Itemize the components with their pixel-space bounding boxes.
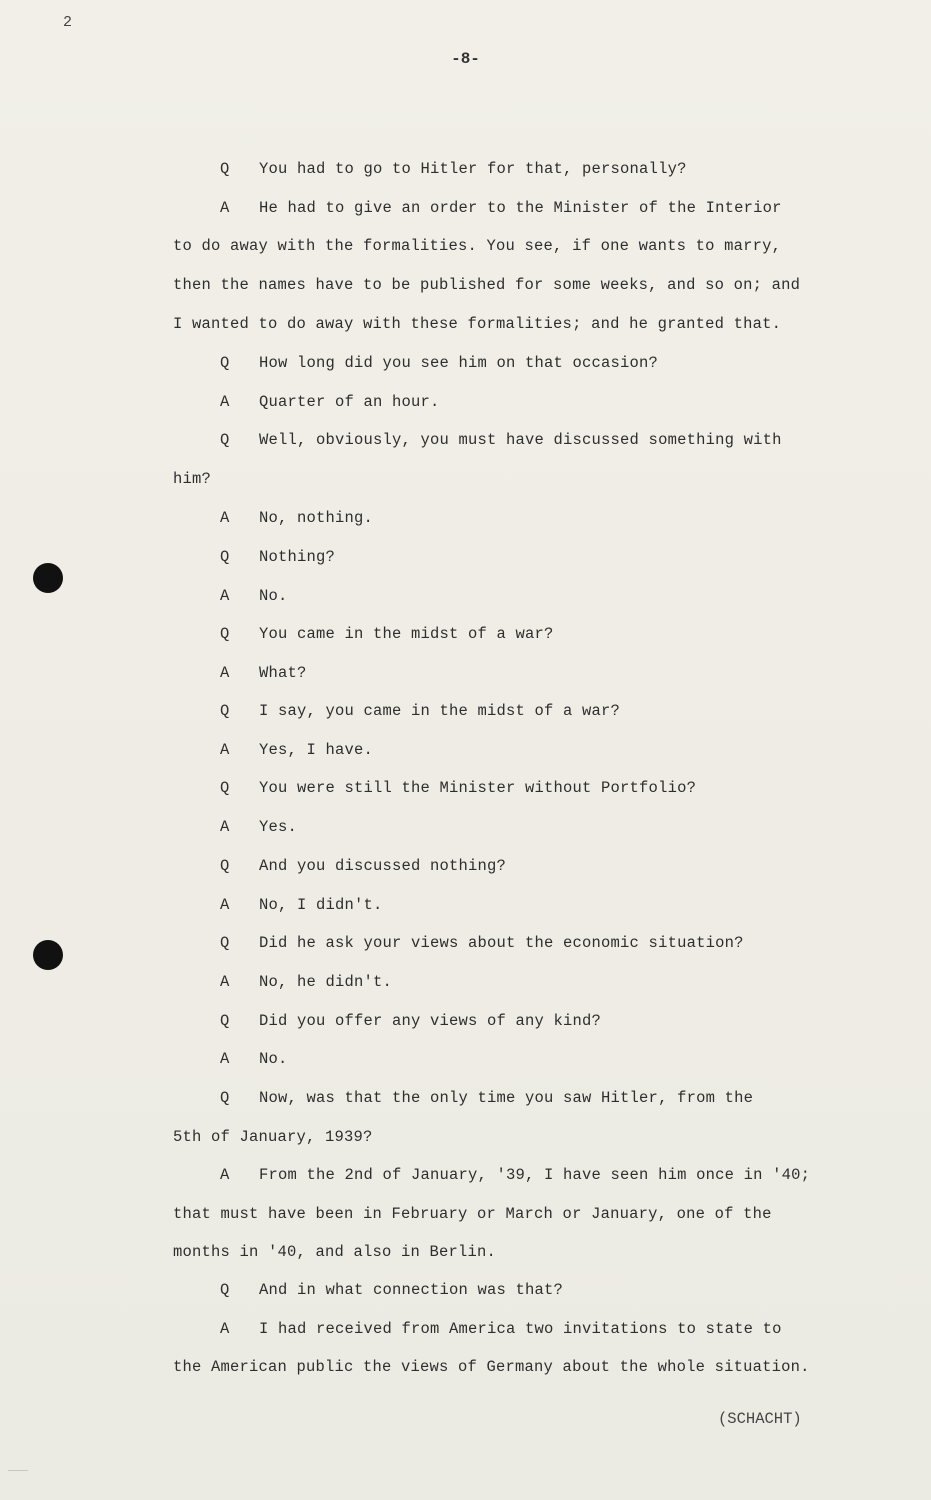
line-text: to do away with the formalities. You see, if one wants to marry, — [173, 237, 782, 255]
line-text: Nothing? — [259, 548, 336, 566]
punch-hole — [33, 563, 63, 593]
speaker-label: Q — [220, 625, 230, 643]
line-text: He had to give an order to the Minister of the Interior — [259, 199, 782, 217]
speaker-label: A — [220, 664, 230, 682]
speaker-label: Q — [220, 779, 230, 797]
speaker-label: Q — [220, 1089, 230, 1107]
line-text: No, he didn't. — [259, 973, 393, 991]
line-text: And in what connection was that? — [259, 1281, 564, 1299]
line-text: Quarter of an hour. — [259, 393, 440, 411]
line-text: No. — [259, 587, 288, 605]
line-text: Did he ask your views about the economic situation? — [259, 934, 744, 952]
speaker-label: A — [220, 896, 230, 914]
speaker-label: A — [220, 973, 230, 991]
line-text: Did you offer any views of any kind? — [259, 1012, 602, 1030]
speaker-label: Q — [220, 431, 230, 449]
speaker-label: A — [220, 509, 230, 527]
speaker-label: Q — [220, 857, 230, 875]
speaker-label: A — [220, 741, 230, 759]
line-text: Now, was that the only time you saw Hitler, from the — [259, 1089, 754, 1107]
line-text: that must have been in February or March or January, one of the — [173, 1205, 772, 1223]
line-text: I had received from America two invitations to state to — [259, 1320, 782, 1338]
line-text: No. — [259, 1050, 288, 1068]
speaker-label: Q — [220, 1281, 230, 1299]
line-text: No, I didn't. — [259, 896, 383, 914]
line-text: You had to go to Hitler for that, personally? — [259, 160, 687, 178]
signature: (SCHACHT) — [718, 1410, 802, 1428]
speaker-label: Q — [220, 702, 230, 720]
line-text: 5th of January, 1939? — [173, 1128, 373, 1146]
speaker-label: Q — [220, 160, 230, 178]
corner-number: 2 — [63, 14, 73, 31]
line-text: Yes. — [259, 818, 298, 836]
line-text: months in '40, and also in Berlin. — [173, 1243, 497, 1261]
line-text: Yes, I have. — [259, 741, 374, 759]
line-text: From the 2nd of January, '39, I have seen him once in '40; — [259, 1166, 811, 1184]
speaker-label: Q — [220, 354, 230, 372]
line-text: I say, you came in the midst of a war? — [259, 702, 621, 720]
speaker-label: A — [220, 818, 230, 836]
line-text: Well, obviously, you must have discussed something with — [259, 431, 782, 449]
line-text: How long did you see him on that occasion? — [259, 354, 659, 372]
line-text: What? — [259, 664, 307, 682]
page-number: -8- — [451, 50, 480, 68]
speaker-label: A — [220, 587, 230, 605]
speaker-label: Q — [220, 548, 230, 566]
page-edge-mark — [8, 1470, 28, 1471]
speaker-label: A — [220, 393, 230, 411]
speaker-label: Q — [220, 1012, 230, 1030]
speaker-label: A — [220, 1166, 230, 1184]
speaker-label: Q — [220, 934, 230, 952]
line-text: then the names have to be published for some weeks, and so on; and — [173, 276, 801, 294]
line-text: You came in the midst of a war? — [259, 625, 554, 643]
line-text: You were still the Minister without Portfolio? — [259, 779, 697, 797]
punch-hole — [33, 940, 63, 970]
line-text: No, nothing. — [259, 509, 374, 527]
speaker-label: A — [220, 199, 230, 217]
line-text: And you discussed nothing? — [259, 857, 507, 875]
line-text: I wanted to do away with these formalities; and he granted that. — [173, 315, 782, 333]
line-text: the American public the views of Germany about the whole situation. — [173, 1358, 810, 1376]
speaker-label: A — [220, 1050, 230, 1068]
speaker-label: A — [220, 1320, 230, 1338]
line-text: him? — [173, 470, 212, 488]
